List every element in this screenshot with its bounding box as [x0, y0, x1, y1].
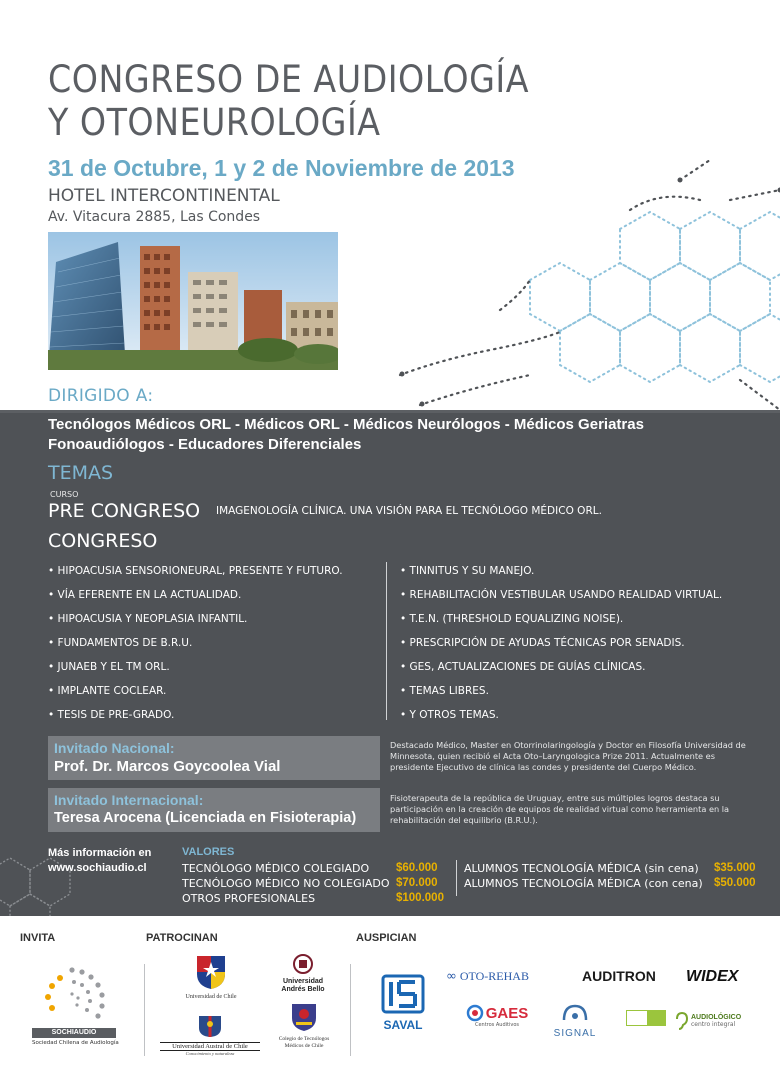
sponsor-divider — [350, 964, 351, 1056]
topic-item: • Y OTROS TEMAS. — [400, 709, 499, 721]
congreso-heading: CONGRESO — [48, 530, 158, 552]
uchile-name: Universidad de Chile — [185, 994, 237, 1000]
more-info-label: Más información en — [48, 847, 152, 859]
price-label: TECNÓLOGO MÉDICO NO COLEGIADO — [182, 877, 390, 890]
header-section — [0, 0, 780, 410]
guest-nacional-name: Prof. Dr. Marcos Goycoolea Vial — [54, 758, 281, 775]
guest-internacional-box — [48, 788, 380, 832]
topic-item: • TESIS DE PRE-GRADO. — [48, 709, 175, 721]
price-label: ALUMNOS TECNOLOGÍA MÉDICA (sin cena) — [464, 862, 699, 875]
audiologico-logo — [674, 1006, 764, 1036]
green-sponsor-block — [647, 1011, 665, 1025]
price-value: $35.000 — [714, 862, 756, 874]
otorehab-name: OTO-REHAB — [459, 968, 529, 983]
topic-item: • FUNDAMENTOS DE B.R.U. — [48, 637, 193, 649]
price-label: TECNÓLOGO MÉDICO COLEGIADO — [182, 862, 370, 875]
uab-name-1: Universidad — [282, 978, 324, 985]
guest-nacional-label: Invitado Nacional: — [54, 740, 175, 756]
colegio-crest-icon — [290, 1002, 318, 1032]
valores-heading: VALORES — [182, 846, 235, 858]
topic-item: • HIPOACUSIA SENSORIONEURAL, PRESENTE Y FUTURO. — [48, 565, 343, 577]
topic-item: • JUNAEB Y EL TM ORL. — [48, 661, 170, 673]
uach-crest-icon — [197, 1014, 223, 1038]
uab-logo — [268, 954, 338, 994]
guest-internacional-label: Invitado Internacional: — [54, 792, 204, 808]
sponsor-divider — [144, 964, 145, 1056]
topic-item: • T.E.N. (THRESHOLD EQUALIZING NOISE). — [400, 613, 624, 625]
dirigido-label: DIRIGIDO A: — [48, 386, 154, 406]
auspician-heading: AUSPICIAN — [356, 932, 417, 944]
signal-mark-icon — [560, 1002, 590, 1024]
prices-divider — [456, 860, 457, 896]
page-title — [48, 58, 529, 144]
hotel-photo — [48, 232, 338, 370]
widex-logo — [686, 966, 766, 986]
event-dates: 31 de Octubre, 1 y 2 de Noviembre de 2013 — [48, 155, 515, 181]
pre-congreso-heading: PRE CONGRESO — [48, 500, 201, 522]
gaes-subtitle: Centros Auditivos — [474, 1022, 520, 1028]
gaes-mark-icon — [466, 1004, 484, 1022]
signal-name: SIGNAL — [553, 1028, 597, 1039]
title-line-1: CONGRESO DE AUDIOLOGÍA — [48, 58, 529, 101]
topics-divider — [386, 562, 387, 720]
venue-name: HOTEL INTERCONTINENTAL — [48, 186, 280, 206]
audience-line-2: Fonoaudiólogos - Educadores Diferenciales — [48, 436, 362, 453]
auditron-name: AUDITRON — [582, 968, 656, 984]
guest-nacional-box — [48, 736, 380, 780]
green-sponsor-logo — [626, 1010, 666, 1026]
audiologico-subtitle: centro integral — [691, 1021, 736, 1028]
topic-item: • HIPOACUSIA Y NEOPLASIA INFANTIL. — [48, 613, 248, 625]
sochiaudio-name: SOCHIAUDIO — [32, 1028, 116, 1038]
guest-nacional-description: Destacado Médico, Master en Otorrinolaringología y Doctor en Filosofía Universidad de Minnesota, quien recibió el Acta Oto–Laryngologica Prize 2011. Actualmente es presidente Ejecutivo de clínica las condes y presidente del Cuerpo Médico. — [390, 740, 746, 772]
signal-logo — [548, 1002, 602, 1042]
patrocinan-heading: PATROCINAN — [146, 932, 218, 944]
topic-item: • IMPLANTE COCLEAR. — [48, 685, 167, 697]
sochiaudio-subtitle: Sociedad Chilena de Audiología — [32, 1040, 119, 1046]
topic-item: • GES, ACTUALIZACIONES DE GUÍAS CLÍNICAS. — [400, 661, 646, 673]
curso-label: CURSO — [50, 490, 79, 499]
guest-internacional-description: Fisioterapeuta de la república de Uruguay, entre sus múltiples logros destaca su participación en la creación de equipos de realidad virtual como herramienta en la rehabilitación del equilibrio (B.R.U.). — [390, 793, 730, 825]
gaes-logo — [462, 1004, 532, 1038]
uab-name-2: Andrés Bello — [281, 986, 325, 993]
sponsors-section — [0, 916, 780, 1072]
temas-heading: TEMAS — [48, 462, 114, 484]
price-value: $70.000 — [396, 877, 438, 889]
pre-congreso-description: IMAGENOLOGÍA CLÍNICA. UNA VISIÓN PARA EL TECNÓLOGO MÉDICO ORL. — [216, 505, 602, 517]
colegio-name-2: Médicos de Chile — [284, 1043, 324, 1049]
molecule-graphic — [380, 160, 780, 420]
uach-logo — [160, 1014, 260, 1058]
auditron-logo — [582, 966, 672, 986]
colegio-logo — [266, 1002, 342, 1062]
section-divider — [0, 410, 780, 413]
uab-crest-icon — [291, 954, 315, 974]
venue-address: Av. Vitacura 2885, Las Condes — [48, 209, 261, 225]
saval-name: SAVAL — [383, 1018, 423, 1032]
gaes-name: GAES — [485, 1004, 529, 1022]
saval-mark-icon — [381, 974, 425, 1014]
website-link[interactable]: www.sochiaudio.cl — [48, 862, 147, 874]
uach-subtitle: Conocimiento y naturaleza — [185, 1051, 235, 1056]
guest-internacional-name: Teresa Arocena (Licenciada en Fisioterapia) — [54, 810, 357, 826]
saval-logo — [378, 974, 428, 1034]
price-label: OTROS PROFESIONALES — [182, 892, 316, 905]
uach-name: Universidad Austral de Chile — [160, 1042, 260, 1051]
otorehab-infinity-icon: ∞ — [446, 968, 457, 984]
price-value: $50.000 — [714, 877, 756, 889]
invita-heading: INVITA — [20, 932, 56, 944]
widex-name: WIDEX — [686, 968, 739, 985]
uchile-crest-icon — [195, 954, 227, 990]
topic-item: • PRESCRIPCIÓN DE AYUDAS TÉCNICAS POR SENADIS. — [400, 637, 685, 649]
colegio-name-1: Colegio de Tecnólogos — [278, 1036, 330, 1042]
topic-item: • REHABILITACIÓN VESTIBULAR USANDO REALIDAD VIRTUAL. — [400, 589, 723, 601]
sochiaudio-dots-icon — [22, 964, 122, 1028]
sochiaudio-logo — [22, 964, 122, 1056]
uchile-logo — [176, 954, 246, 1014]
topic-item: • VÍA EFERENTE EN LA ACTUALIDAD. — [48, 589, 242, 601]
price-value: $60.000 — [396, 862, 438, 874]
price-value: $100.000 — [396, 892, 444, 904]
otorehab-logo — [446, 966, 556, 986]
topic-item: • TEMAS LIBRES. — [400, 685, 489, 697]
ear-icon — [674, 1011, 688, 1031]
price-label: ALUMNOS TECNOLOGÍA MÉDICA (con cena) — [464, 877, 703, 890]
more-info — [48, 846, 151, 876]
topic-item: • TINNITUS Y SU MANEJO. — [400, 565, 535, 577]
audience-line-1: Tecnólogos Médicos ORL - Médicos ORL - Médicos Neurólogos - Médicos Geriatras — [48, 416, 644, 433]
audiologico-name: AUDIOLÓGICO — [691, 1014, 742, 1021]
title-line-2: Y OTONEUROLOGÍA — [48, 101, 381, 144]
